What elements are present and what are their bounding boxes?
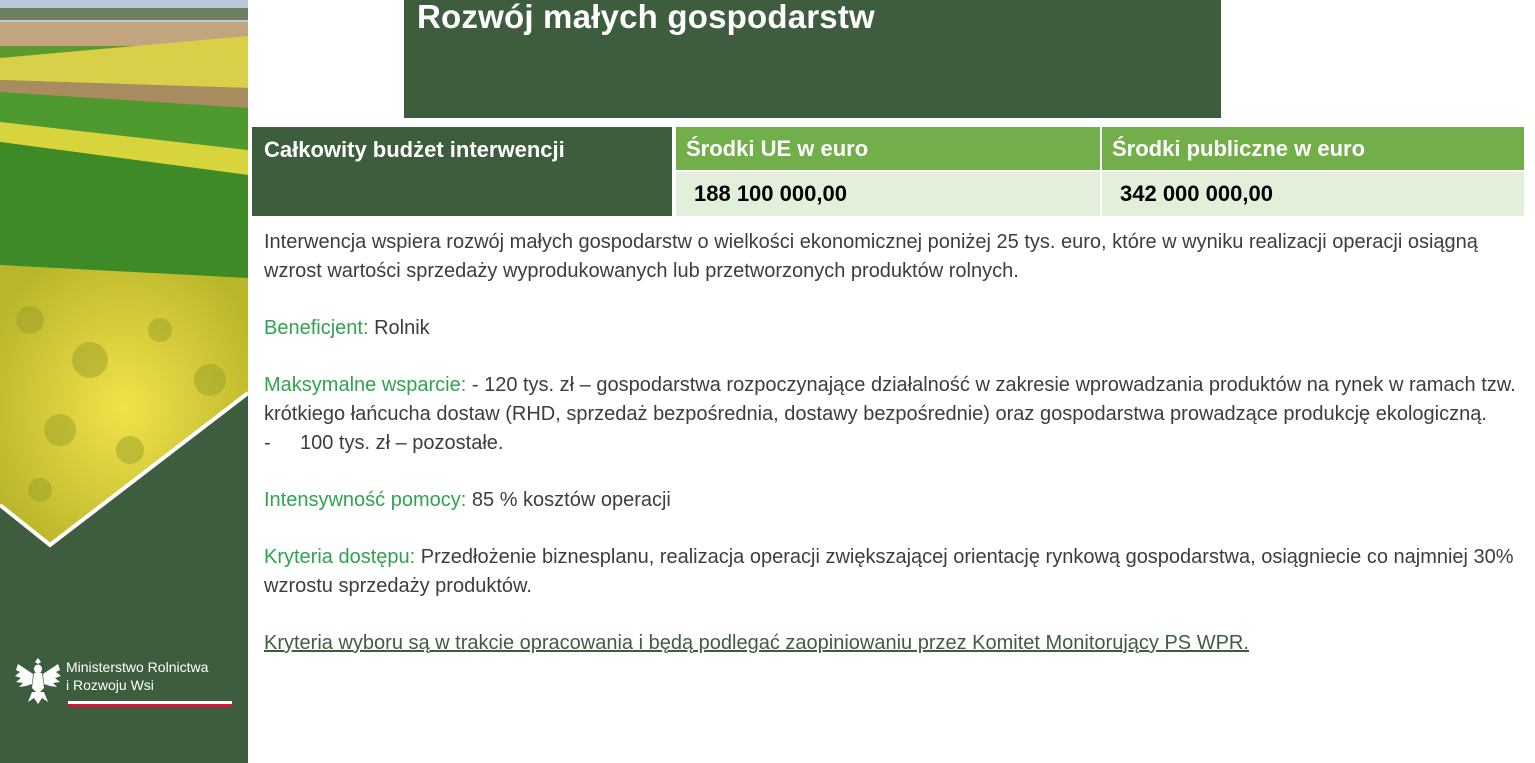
public-funds-value: 342 000 000,00 bbox=[1100, 172, 1524, 216]
ministry-logo bbox=[14, 652, 236, 712]
max-support-label: Maksymalne wsparcie: bbox=[264, 374, 467, 396]
access-label: Kryteria dostępu: bbox=[264, 546, 416, 568]
page-title: Rozwój małych gospodarstw bbox=[417, 0, 875, 35]
eu-funds-header: Środki UE w euro bbox=[676, 127, 1100, 170]
budget-table bbox=[252, 127, 1524, 216]
beneficiary-label: Beneficjent: bbox=[264, 317, 369, 339]
public-funds-header: Środki publiczne w euro bbox=[1100, 127, 1524, 170]
intro-paragraph: Interwencja wspiera rozwój małych gospodarstw o wielkości ekonomicznej poniżej 25 tys. euro, które w wyniku realizacji operacji osiągną wzrost wartości sprzedaży wyprodukowanych lub przetworzonych produktów rolnych. bbox=[264, 231, 1478, 282]
intensity-label: Intensywność pomocy: bbox=[264, 489, 467, 511]
intensity-line bbox=[264, 486, 1524, 515]
slide-body bbox=[264, 228, 1524, 658]
field-landscape-image bbox=[0, 0, 248, 550]
polish-flag-stripe bbox=[68, 701, 232, 707]
ministry-name: Ministerstwo Rolnictwa i Rozwoju Wsi bbox=[66, 659, 209, 693]
max-support-item bbox=[264, 429, 1524, 458]
sidebar-panel bbox=[0, 0, 248, 763]
intensity-text: 85 % kosztów operacji bbox=[466, 489, 671, 511]
selection-criteria-note: Kryteria wyboru są w trakcie opracowania i będą podlegać zaopiniowaniu przez Komitet Monitorujący PS WPR. bbox=[264, 632, 1249, 654]
access-paragraph bbox=[264, 543, 1524, 601]
access-text: Przedłożenie biznesplanu, realizacja operacji zwiększającej orientację rynkową gospodarstwa, osiągniecie co najmniej 30% wzrostu sprzedaży produktów. bbox=[264, 546, 1514, 597]
beneficiary-line bbox=[264, 314, 1524, 343]
max-support-item-text: 100 tys. zł – pozostałe. bbox=[300, 432, 504, 454]
budget-label: Całkowity budżet interwencji bbox=[252, 127, 672, 216]
list-dash: - bbox=[264, 432, 271, 454]
max-support-paragraph bbox=[264, 371, 1524, 429]
max-support-text: - 120 tys. zł – gospodarstwa rozpoczynające działalność w zakresie wprowadzania produktów na rynek w ramach tzw. krótkiego łańcucha dostaw (RHD, sprzedaż bezpośrednia, dostawy bezpośrednie) oraz gospodarstwa prowadzące produkcję ekologiczną. bbox=[264, 374, 1516, 425]
eagle-emblem-icon bbox=[14, 654, 62, 706]
beneficiary-text: Rolnik bbox=[368, 317, 430, 339]
title-banner bbox=[404, 0, 1221, 118]
eu-funds-value: 188 100 000,00 bbox=[676, 172, 1100, 216]
